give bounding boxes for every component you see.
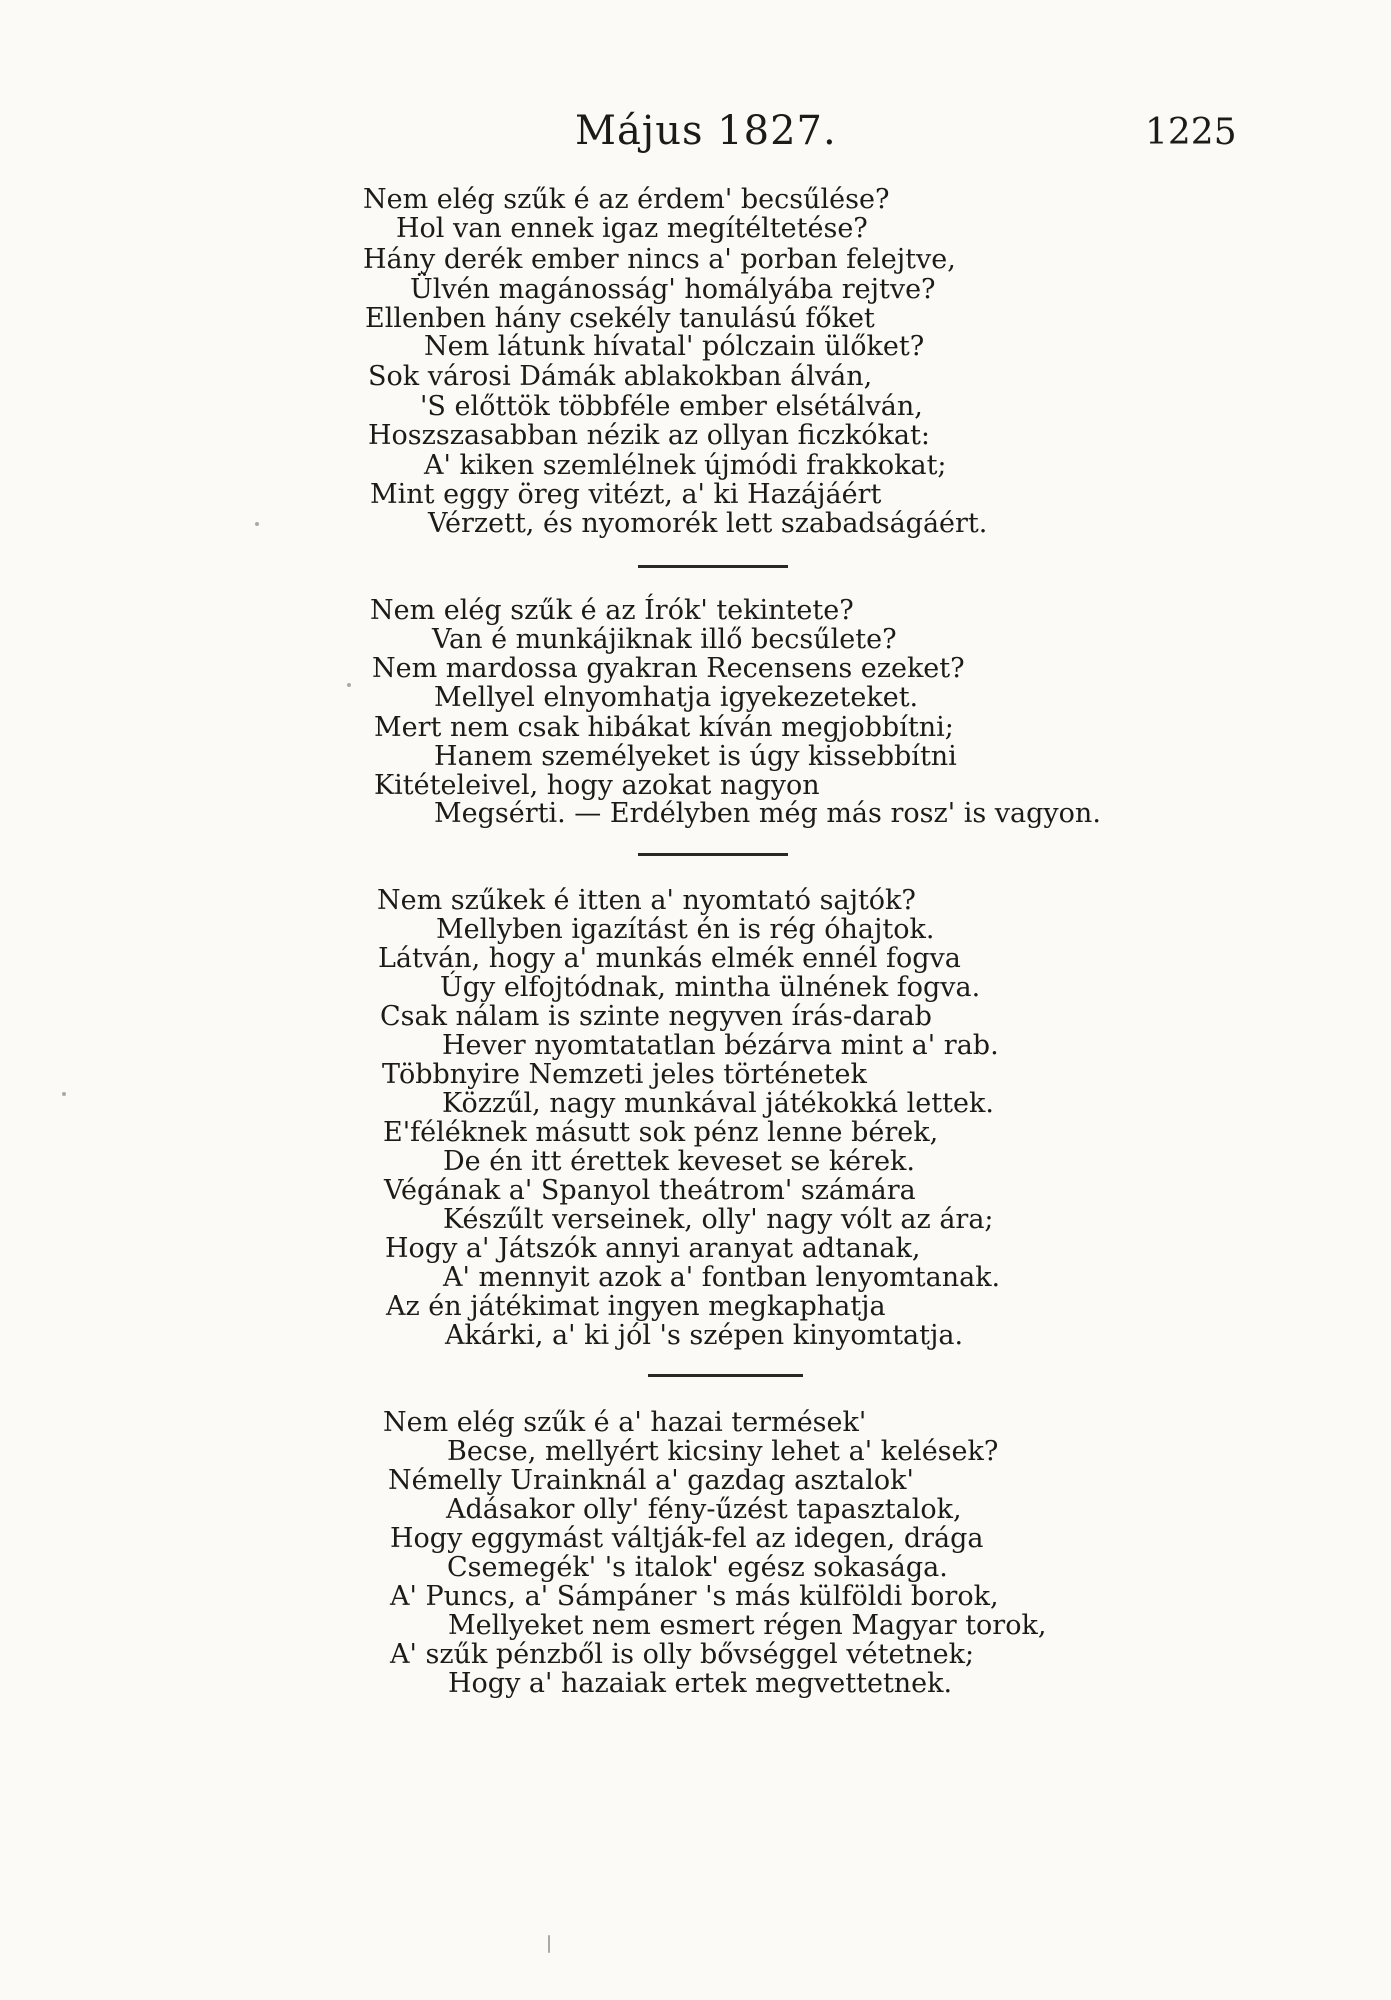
verse-line: Nem elég szűk é az Írók' tekintete? xyxy=(370,595,854,626)
verse-line: Becse, mellyért kicsiny lehet a' kelések? xyxy=(447,1436,999,1467)
verse-line: Végának a' Spanyol theátrom' számára xyxy=(384,1175,916,1206)
verse-line: De én itt érettek keveset se kérek. xyxy=(443,1146,915,1177)
verse-line: Megsérti. — Erdélyben még más rosz' is vagyon. xyxy=(434,798,1101,829)
verse-line: Nem elég szűk é a' hazai termések' xyxy=(383,1407,867,1438)
verse-line: Nem mardossa gyakran Recensens ezeket? xyxy=(372,653,965,684)
verse-line: Mellyeket nem esmert régen Magyar torok, xyxy=(448,1610,1047,1641)
section-divider xyxy=(638,853,788,856)
verse-line: Kitételeivel, hogy azokat nagyon xyxy=(374,770,820,801)
verse-line: A' mennyit azok a' fontban lenyomtanak. xyxy=(443,1262,1001,1293)
verse-line: Nem szűkek é itten a' nyomtató sajtók? xyxy=(377,885,916,916)
verse-line: Nem látunk hívatal' pólczain ülőket? xyxy=(424,331,925,362)
verse-line: Látván, hogy a' munkás elmék ennél fogva xyxy=(378,943,961,974)
verse-line: Akárki, a' ki jól 's szépen kinyomtatja. xyxy=(445,1320,964,1351)
verse-line: Mellyel elnyomhatja igyekezeteket. xyxy=(434,682,919,713)
verse-line: Csak nálam is szinte negyven írás-darab xyxy=(380,1001,932,1032)
verse-line: A' kiken szemlélnek újmódi frakkokat; xyxy=(424,450,947,481)
verse-line: Hol van ennek igaz megítéltetése? xyxy=(396,213,868,244)
section-divider xyxy=(648,1374,803,1377)
scan-speck xyxy=(255,522,259,526)
scan-speck xyxy=(62,1092,66,1096)
verse-line: E'féléknek másutt sok pénz lenne bérek, xyxy=(383,1117,939,1148)
verse-line: Hogy a' Játszók annyi aranyat adtanak, xyxy=(385,1233,921,1264)
verse-line: Hever nyomtatatlan bézárva mint a' rab. xyxy=(442,1030,999,1061)
verse-line: Ellenben hány csekély tanulású főket xyxy=(365,303,875,334)
verse-line: Hanem személyeket is úgy kissebbítni xyxy=(434,741,957,772)
scan-speck xyxy=(347,683,351,687)
verse-line: Mellyben igazítást én is rég óhajtok. xyxy=(436,914,935,945)
verse-line: Többnyire Nemzeti jeles történetek xyxy=(382,1059,867,1090)
verse-line: Készűlt verseinek, olly' nagy vólt az ára; xyxy=(443,1204,994,1235)
verse-line: Mint eggy öreg vitézt, a' ki Hazájáért xyxy=(370,479,882,510)
verse-line: Adásakor olly' fény-űzést tapasztalok, xyxy=(446,1494,962,1525)
page-number: 1225 xyxy=(1145,112,1237,153)
verse-line: Vérzett, és nyomorék lett szabadságáért. xyxy=(428,508,988,539)
verse-line: Hogy a' hazaiak ertek megvettetnek. xyxy=(448,1668,953,1699)
verse-line: Közzűl, nagy munkával játékokká lettek. xyxy=(442,1088,994,1119)
verse-line: Hogy eggymást váltják-fel az idegen, drága xyxy=(390,1523,984,1554)
verse-line: Nem elég szűk é az érdem' becsűlése? xyxy=(363,184,890,215)
scan-speck xyxy=(548,1935,550,1953)
verse-line: Az én játékimat ingyen megkaphatja xyxy=(386,1291,886,1322)
verse-line: Van é munkájiknak illő becsűlete? xyxy=(432,624,897,655)
verse-line: Hoszszasabban nézik az ollyan ficzkókat: xyxy=(368,420,930,451)
verse-line: Némelly Urainknál a' gazdag asztalok' xyxy=(388,1465,914,1496)
verse-line: Ülvén magánosság' homályába rejtve? xyxy=(410,274,936,305)
verse-line: Hány derék ember nincs a' porban felejtve, xyxy=(363,244,956,275)
verse-line: 'S előttök többféle ember elsétálván, xyxy=(420,391,923,422)
verse-line: A' szűk pénzből is olly bővséggel vétetnek; xyxy=(390,1639,975,1670)
verse-line: Sok városi Dámák ablakokban álván, xyxy=(368,361,873,392)
verse-line: Úgy elfojtódnak, mintha ülnének fogva. xyxy=(440,972,981,1003)
verse-line: A' Puncs, a' Sámpáner 's más külföldi borok, xyxy=(390,1581,999,1612)
verse-line: Csemegék' 's italok' egész sokasága. xyxy=(447,1552,948,1583)
page-header-title: Május 1827. xyxy=(575,108,837,154)
verse-line: Mert nem csak hibákat kíván megjobbítni; xyxy=(374,712,954,743)
section-divider xyxy=(638,565,788,568)
